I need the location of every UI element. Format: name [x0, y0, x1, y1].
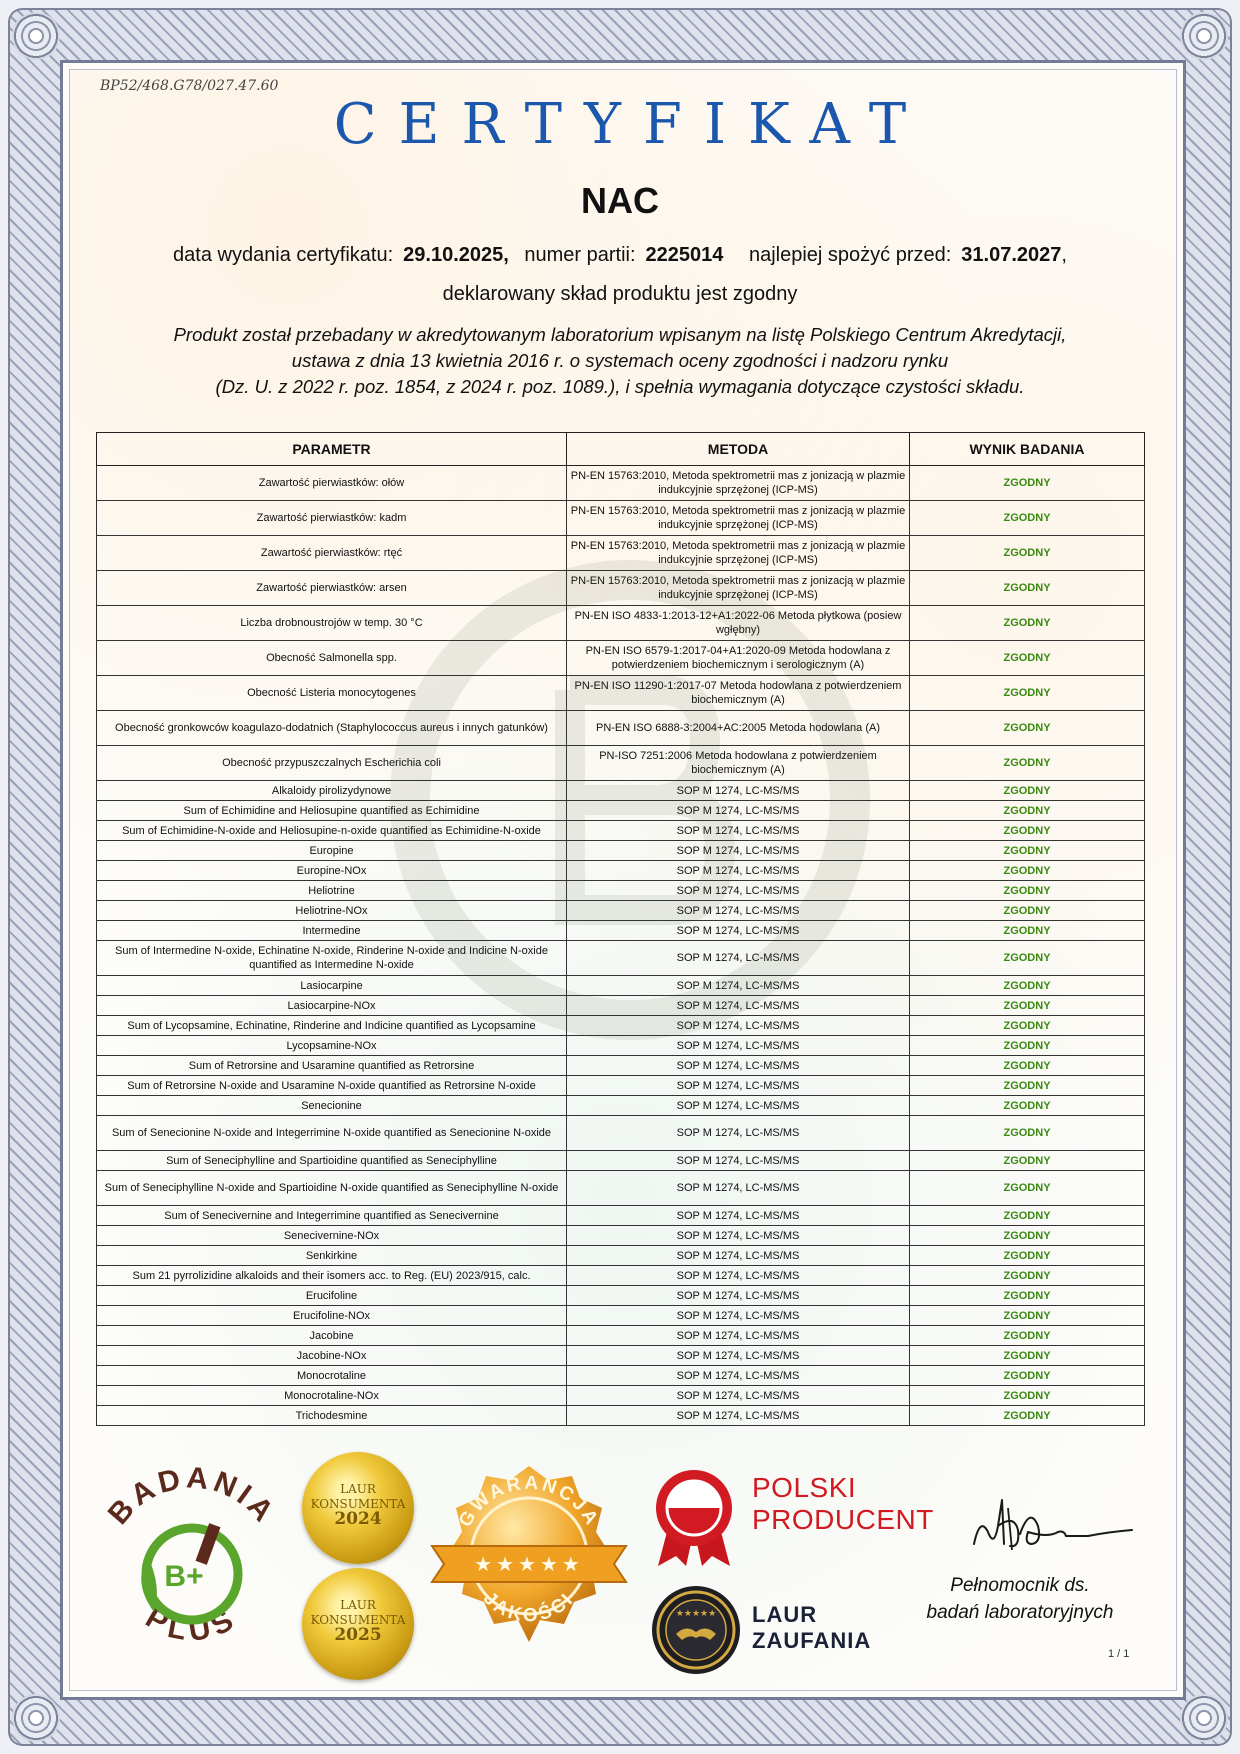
laur-zaufania-seal-icon [650, 1584, 742, 1676]
method-cell: SOP M 1274, LC-MS/MS [567, 1206, 910, 1226]
method-cell: SOP M 1274, LC-MS/MS [567, 1286, 910, 1306]
method-cell: SOP M 1274, LC-MS/MS [567, 1306, 910, 1326]
param-cell: Senkirkine [97, 1246, 567, 1266]
method-cell: PN-ISO 7251:2006 Metoda hodowlana z potwierdzeniem biochemicznym (A) [567, 746, 910, 781]
param-cell: Lycopsamine-NOx [97, 1036, 567, 1056]
laur-line: LAUR [752, 1602, 818, 1627]
method-cell: PN-EN 15763:2010, Metoda spektrometrii mas z jonizacją w plazmie indukcyjnie sprzężonej (ICP-MS) [567, 571, 910, 606]
handwritten-signature [968, 1486, 1138, 1566]
trailing-comma: , [1061, 244, 1067, 266]
issue-date-label: data wydania certyfikatu: [173, 244, 394, 266]
method-cell: SOP M 1274, LC-MS/MS [567, 1056, 910, 1076]
param-cell: Europine-NOx [97, 861, 567, 881]
declaration-line: deklarowany skład produktu jest zgodny [442, 283, 798, 305]
table-row [97, 1366, 1145, 1386]
statement-line-2: ustawa z dnia 13 kwietnia 2016 r. o systemach oceny zgodności i nadzoru rynku [291, 350, 949, 371]
header-wynik: WYNIK BADANIA [910, 433, 1145, 466]
result-cell: ZGODNY [910, 801, 1145, 821]
result-cell: ZGODNY [910, 1116, 1145, 1151]
result-cell: ZGODNY [910, 501, 1145, 536]
result-cell: ZGODNY [910, 1286, 1145, 1306]
table-row [97, 1266, 1145, 1286]
table-row [97, 1386, 1145, 1406]
laur-2024-line1: LAUR [340, 1482, 376, 1496]
param-cell: Obecność przypuszczalnych Escherichia coli [97, 746, 567, 781]
method-cell: SOP M 1274, LC-MS/MS [567, 1151, 910, 1171]
param-cell: Zawartość pierwiastków: kadm [97, 501, 567, 536]
laur-zaufania-text [752, 1602, 871, 1654]
param-cell: Sum of Echimidine and Heliosupine quantified as Echimidine [97, 801, 567, 821]
document-number: BP52/468.G78/027.47.60 [100, 78, 279, 94]
param-cell: Sum of Retrorsine and Usaramine quantified as Retrorsine [97, 1056, 567, 1076]
result-cell: ZGODNY [910, 1171, 1145, 1206]
result-cell: ZGODNY [910, 881, 1145, 901]
batch-number: 2225014 [645, 244, 724, 266]
param-cell: Heliotrine [97, 881, 567, 901]
param-cell: Sum of Lycopsamine, Echinatine, Rinderine and Indicine quantified as Lycopsamine [97, 1016, 567, 1036]
param-cell: Sum 21 pyrrolizidine alkaloids and their isomers acc. to Reg. (EU) 2023/915, calc. [97, 1266, 567, 1286]
param-cell: Erucifoline-NOx [97, 1306, 567, 1326]
method-cell: SOP M 1274, LC-MS/MS [567, 1226, 910, 1246]
param-cell: Monocrotaline-NOx [97, 1386, 567, 1406]
svg-text:BADANIA [102, 1462, 282, 1531]
polski-producent-text [752, 1472, 934, 1536]
method-cell: PN-EN ISO 4833-1:2013-12+A1:2022-06 Metoda płytkowa (posiew wgłębny) [567, 606, 910, 641]
corner-rosette-bottom-right [1180, 1694, 1228, 1742]
method-cell: SOP M 1274, LC-MS/MS [567, 1171, 910, 1206]
result-cell: ZGODNY [910, 1366, 1145, 1386]
method-cell: SOP M 1274, LC-MS/MS [567, 841, 910, 861]
param-cell: Erucifoline [97, 1286, 567, 1306]
method-cell: SOP M 1274, LC-MS/MS [567, 941, 910, 976]
signature-caption [900, 1572, 1140, 1626]
table-row [97, 1406, 1145, 1426]
method-cell: SOP M 1274, LC-MS/MS [567, 1116, 910, 1151]
signature-caption-line2: badań laboratoryjnych [926, 1602, 1114, 1623]
laur-2024-line2: KONSUMENTA [310, 1497, 406, 1511]
svg-text:★★★★★: ★★★★★ [675, 1609, 717, 1619]
table-row [97, 1306, 1145, 1326]
table-row [97, 1346, 1145, 1366]
table-row [97, 1286, 1145, 1306]
param-cell: Liczba drobnoustrojów w temp. 30 °C [97, 606, 567, 641]
result-cell: ZGODNY [910, 571, 1145, 606]
laur-2024-year: 2024 [334, 1509, 382, 1529]
param-cell: Obecność Listeria monocytogenes [97, 676, 567, 711]
statement-line-3: (Dz. U. z 2022 r. poz. 1854, z 2024 r. poz. 1089.), i spełnia wymagania dotyczące czystości składu. [215, 376, 1025, 397]
zaufania-line: ZAUFANIA [752, 1628, 872, 1653]
issue-date: 29.10.2025, [403, 244, 509, 266]
method-cell: PN-EN 15763:2010, Metoda spektrometrii mas z jonizacją w plazmie indukcyjnie sprzężonej (ICP-MS) [567, 466, 910, 501]
result-cell: ZGODNY [910, 711, 1145, 746]
param-cell: Senecivernine-NOx [97, 1226, 567, 1246]
table-row [97, 1226, 1145, 1246]
gwar-top-text: GWARANCJA [454, 1472, 604, 1531]
bplus-mark-text: B+ [164, 1560, 204, 1593]
result-cell: ZGODNY [910, 1266, 1145, 1286]
laur-2025-line1: LAUR [340, 1598, 376, 1612]
method-cell: PN-EN ISO 11290-1:2017-07 Metoda hodowlana z potwierdzeniem biochemicznym (A) [567, 676, 910, 711]
header-metoda: METODA [567, 433, 910, 466]
result-cell: ZGODNY [910, 996, 1145, 1016]
result-cell: ZGODNY [910, 921, 1145, 941]
method-cell: SOP M 1274, LC-MS/MS [567, 861, 910, 881]
polski-producent-rosette-icon [648, 1468, 740, 1568]
result-cell: ZGODNY [910, 676, 1145, 711]
result-cell: ZGODNY [910, 841, 1145, 861]
method-cell: SOP M 1274, LC-MS/MS [567, 1266, 910, 1286]
method-cell: SOP M 1274, LC-MS/MS [567, 1386, 910, 1406]
param-cell: Sum of Senecivernine and Integerrimine quantified as Senecivernine [97, 1206, 567, 1226]
laur-2025-line2: KONSUMENTA [310, 1613, 406, 1627]
method-cell: PN-EN ISO 6888-3:2004+AC:2005 Metoda hodowlana (A) [567, 711, 910, 746]
param-cell: Sum of Retrorsine N-oxide and Usaramine N-oxide quantified as Retrorsine N-oxide [97, 1076, 567, 1096]
product-name: NAC [581, 180, 659, 221]
watermark-logo [370, 440, 890, 1160]
result-cell: ZGODNY [910, 1096, 1145, 1116]
result-cell: ZGODNY [910, 1386, 1145, 1406]
gwarancja-jakosci-badge [424, 1462, 634, 1652]
method-cell: SOP M 1274, LC-MS/MS [567, 1406, 910, 1426]
param-cell: Sum of Seneciphylline N-oxide and Spartioidine N-oxide quantified as Seneciphylline N-oxide [97, 1171, 567, 1206]
method-cell: SOP M 1274, LC-MS/MS [567, 1036, 910, 1056]
param-cell: Obecność Salmonella spp. [97, 641, 567, 676]
param-cell: Trichodesmine [97, 1406, 567, 1426]
bplus-top-text: BADANIA [101, 1462, 283, 1531]
bplus-bottom-text: PLUS [139, 1600, 245, 1649]
method-cell: SOP M 1274, LC-MS/MS [567, 921, 910, 941]
corner-rosette-bottom-left [12, 1694, 60, 1742]
page-number: 1 / 1 [1108, 1648, 1130, 1660]
result-cell: ZGODNY [910, 1206, 1145, 1226]
method-cell: PN-EN ISO 6579-1:2017-04+A1:2020-09 Metoda hodowlana z potwierdzeniem biochemicznym i serologicznym (A) [567, 641, 910, 676]
param-cell: Alkaloidy pirolizydynowe [97, 781, 567, 801]
param-cell: Obecność gronkowców koagulazo-dodatnich (Staphylococcus aureus i innych gatunków) [97, 711, 567, 746]
method-cell: PN-EN 15763:2010, Metoda spektrometrii mas z jonizacją w plazmie indukcyjnie sprzężonej (ICP-MS) [567, 501, 910, 536]
laur-konsumenta-2024-badge [302, 1452, 414, 1564]
result-cell: ZGODNY [910, 976, 1145, 996]
method-cell: SOP M 1274, LC-MS/MS [567, 1326, 910, 1346]
result-cell: ZGODNY [910, 1326, 1145, 1346]
corner-rosette-top-right [1180, 12, 1228, 60]
table-row [97, 1206, 1145, 1226]
method-cell: SOP M 1274, LC-MS/MS [567, 1096, 910, 1116]
best-before-label: najlepiej spożyć przed: [748, 244, 952, 266]
param-cell: Europine [97, 841, 567, 861]
result-cell: ZGODNY [910, 901, 1145, 921]
result-cell: ZGODNY [910, 1056, 1145, 1076]
batch-label: numer partii: [524, 244, 636, 266]
result-cell: ZGODNY [910, 781, 1145, 801]
method-cell: SOP M 1274, LC-MS/MS [567, 996, 910, 1016]
result-cell: ZGODNY [910, 466, 1145, 501]
statement-line-1: Produkt został przebadany w akredytowanym laboratorium wpisanym na listę Polskiego Centrum Akredytacji, [173, 324, 1067, 345]
param-cell: Sum of Seneciphylline and Spartioidine quantified as Seneciphylline [97, 1151, 567, 1171]
certificate-meta [0, 244, 1240, 267]
result-cell: ZGODNY [910, 536, 1145, 571]
result-cell: ZGODNY [910, 1246, 1145, 1266]
method-cell: PN-EN 15763:2010, Metoda spektrometrii mas z jonizacją w plazmie indukcyjnie sprzężonej (ICP-MS) [567, 536, 910, 571]
header-parametr: PARAMETR [97, 433, 567, 466]
result-cell: ZGODNY [910, 1406, 1145, 1426]
param-cell: Zawartość pierwiastków: arsen [97, 571, 567, 606]
result-cell: ZGODNY [910, 821, 1145, 841]
method-cell: SOP M 1274, LC-MS/MS [567, 1246, 910, 1266]
method-cell: SOP M 1274, LC-MS/MS [567, 976, 910, 996]
param-cell: Senecionine [97, 1096, 567, 1116]
result-cell: ZGODNY [910, 1076, 1145, 1096]
accreditation-statement [120, 322, 1120, 400]
table-row [97, 1246, 1145, 1266]
laur-konsumenta-2025-badge [302, 1568, 414, 1680]
table-row [97, 1326, 1145, 1346]
method-cell: SOP M 1274, LC-MS/MS [567, 881, 910, 901]
param-cell: Intermedine [97, 921, 567, 941]
param-cell: Jacobine [97, 1326, 567, 1346]
signature-caption-line1: Pełnomocnik ds. [950, 1575, 1090, 1596]
result-cell: ZGODNY [910, 1226, 1145, 1246]
result-cell: ZGODNY [910, 606, 1145, 641]
result-cell: ZGODNY [910, 1036, 1145, 1056]
producent-line: PRODUCENT [752, 1504, 934, 1535]
svg-text:★★★★★: ★★★★★ [474, 1552, 584, 1576]
param-cell: Sum of Echimidine-N-oxide and Heliosupine-n-oxide quantified as Echimidine-N-oxide [97, 821, 567, 841]
method-cell: SOP M 1274, LC-MS/MS [567, 1366, 910, 1386]
result-cell: ZGODNY [910, 941, 1145, 976]
method-cell: SOP M 1274, LC-MS/MS [567, 1346, 910, 1366]
badania-plus-badge [92, 1462, 292, 1662]
param-cell: Lasiocarpine [97, 976, 567, 996]
laur-2025-year: 2025 [334, 1625, 382, 1645]
param-cell: Monocrotaline [97, 1366, 567, 1386]
corner-rosette-top-left [12, 12, 60, 60]
param-cell: Jacobine-NOx [97, 1346, 567, 1366]
param-cell: Heliotrine-NOx [97, 901, 567, 921]
method-cell: SOP M 1274, LC-MS/MS [567, 821, 910, 841]
param-cell: Lasiocarpine-NOx [97, 996, 567, 1016]
param-cell: Sum of Intermedine N-oxide, Echinatine N-oxide, Rinderine N-oxide and Indicine N-oxide quantified as Intermedine N-oxide [97, 941, 567, 976]
method-cell: SOP M 1274, LC-MS/MS [567, 1016, 910, 1036]
result-cell: ZGODNY [910, 1306, 1145, 1326]
param-cell: Zawartość pierwiastków: rtęć [97, 536, 567, 571]
result-cell: ZGODNY [910, 1151, 1145, 1171]
polski-line: POLSKI [752, 1472, 857, 1503]
method-cell: SOP M 1274, LC-MS/MS [567, 781, 910, 801]
method-cell: SOP M 1274, LC-MS/MS [567, 901, 910, 921]
best-before-date: 31.07.2027 [961, 244, 1062, 266]
result-cell: ZGODNY [910, 1346, 1145, 1366]
result-cell: ZGODNY [910, 746, 1145, 781]
gwar-bottom-text: JAKOŚCI [478, 1588, 580, 1627]
result-cell: ZGODNY [910, 1016, 1145, 1036]
method-cell: SOP M 1274, LC-MS/MS [567, 801, 910, 821]
result-cell: ZGODNY [910, 861, 1145, 881]
param-cell: Sum of Senecionine N-oxide and Integerrimine N-oxide quantified as Senecionine N-oxide [97, 1116, 567, 1151]
result-cell: ZGODNY [910, 641, 1145, 676]
certificate-title: CERTYFIKAT [333, 92, 929, 157]
param-cell: Zawartość pierwiastków: ołów [97, 466, 567, 501]
table-row [97, 1171, 1145, 1206]
method-cell: SOP M 1274, LC-MS/MS [567, 1076, 910, 1096]
